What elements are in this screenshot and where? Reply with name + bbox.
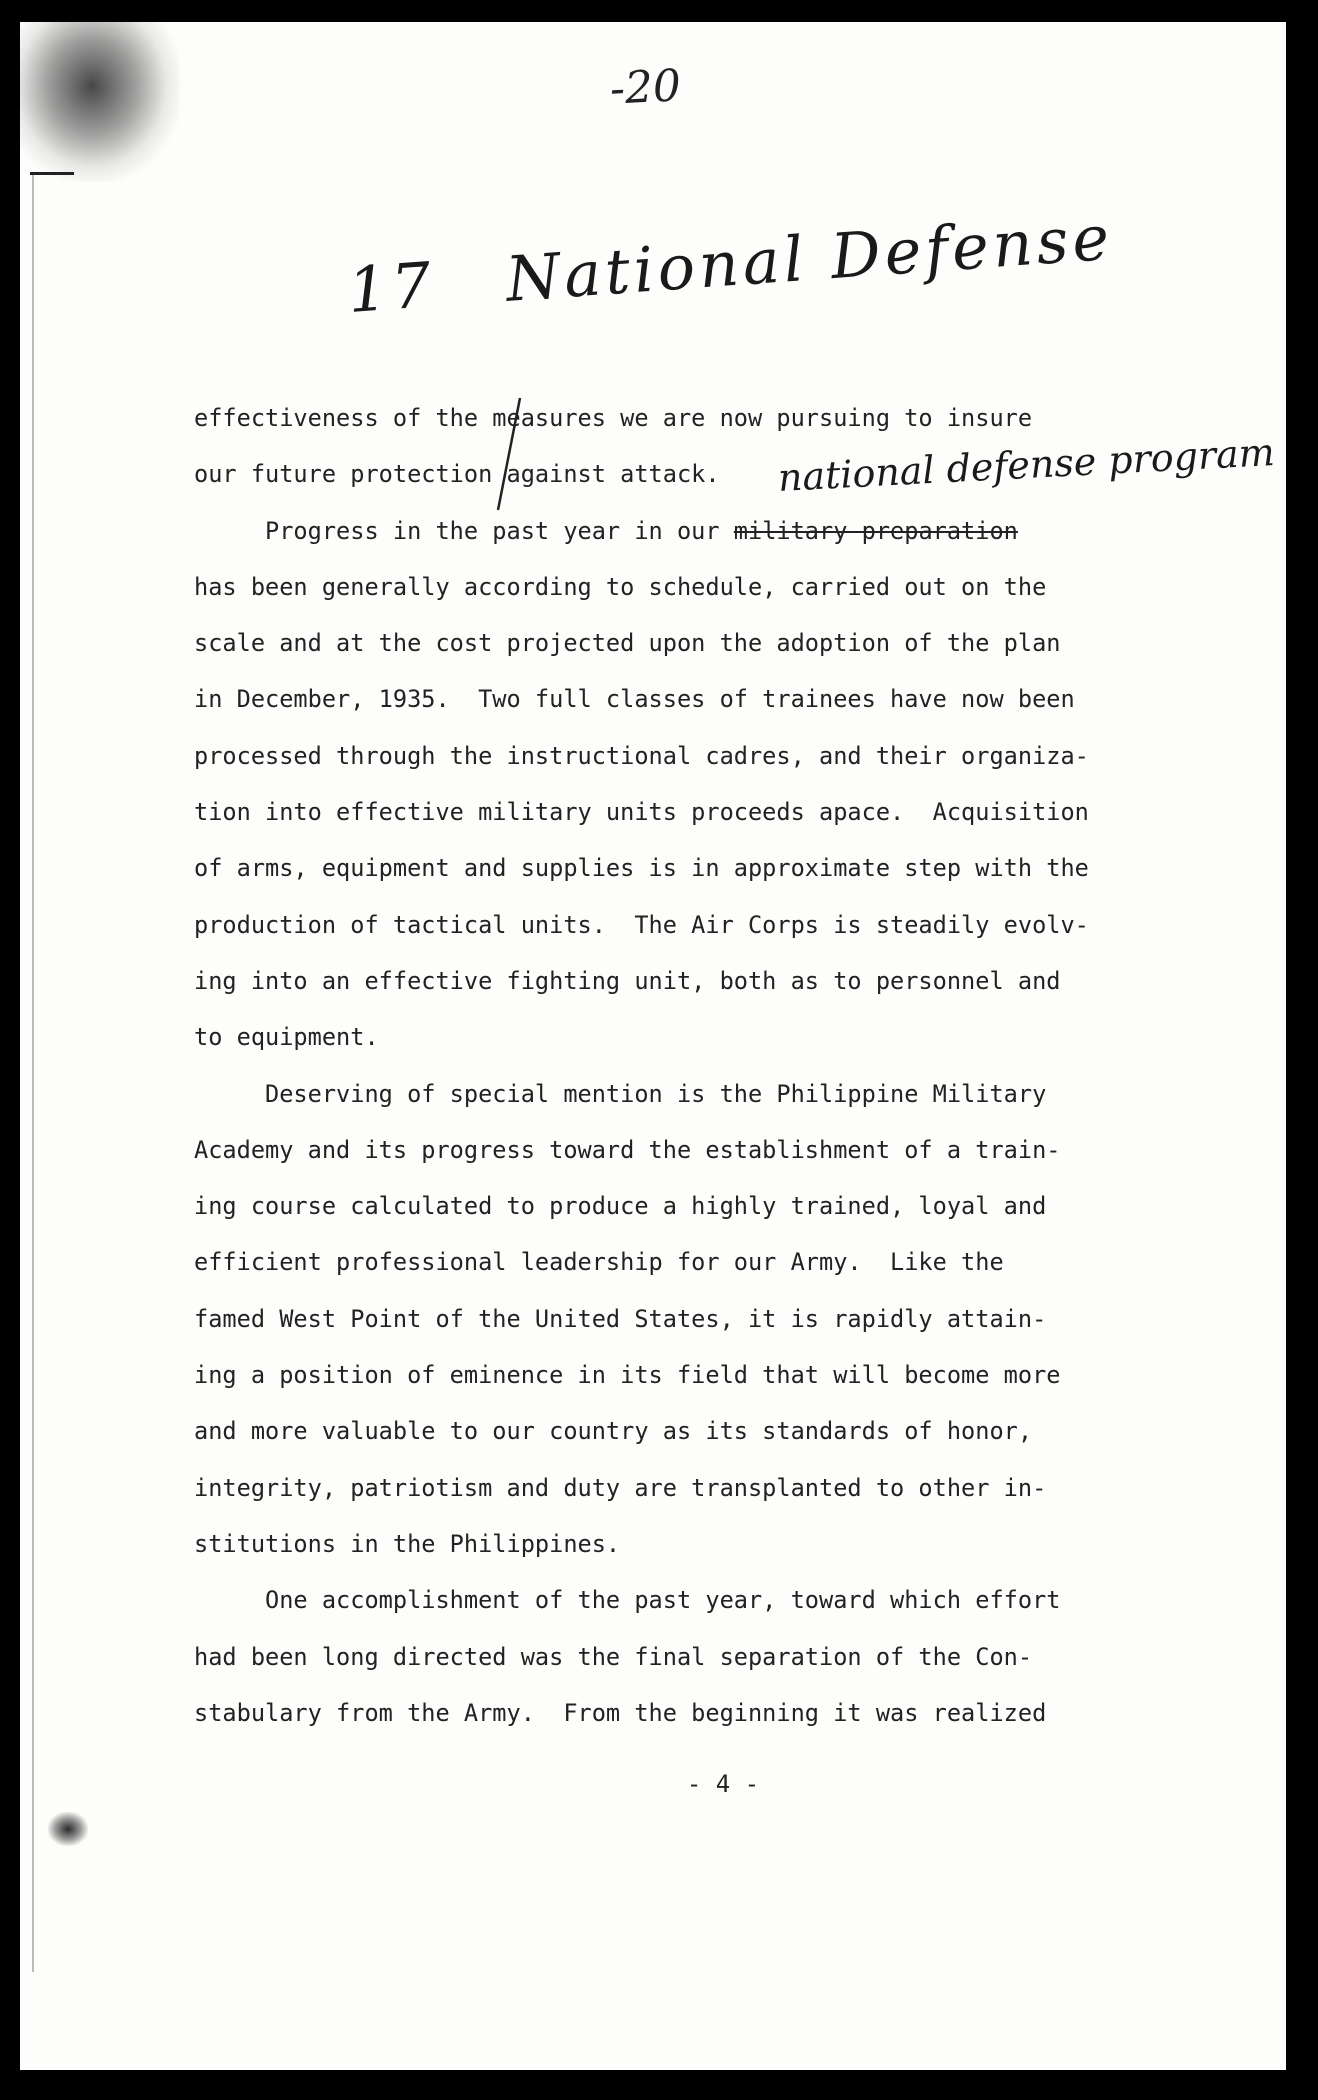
text-line: ing a position of eminence in its field that will become more — [194, 1361, 1061, 1390]
margin-rule — [32, 172, 34, 1972]
heading-number: 17 — [345, 248, 438, 327]
document-page — [20, 22, 1286, 2070]
heading-title: National Defense — [503, 200, 1116, 316]
struck-text: military preparation — [733, 516, 1018, 545]
text-line: famed West Point of the United States, it is rapidly attain- — [194, 1304, 1047, 1333]
text-line: scale and at the cost projected upon the adoption of the plan — [194, 629, 1061, 658]
page-number: - 4 - — [686, 1770, 760, 1798]
margin-tick — [30, 172, 74, 175]
text-line-start: Progress in the past year in our — [194, 516, 734, 545]
text-line: stabulary from the Army. From the beginning it was realized — [194, 1698, 1047, 1727]
text-line: production of tactical units. The Air Corps is steadily evolv- — [194, 910, 1089, 939]
ink-blot — [48, 1812, 88, 1846]
text-line: ing into an effective fighting unit, both as to personnel and — [194, 966, 1061, 995]
text-line: integrity, patriotism and duty are transplanted to other in- — [194, 1473, 1047, 1502]
handwritten-page-mark: -20 — [608, 60, 683, 115]
handwritten-insert: national defense program — [776, 430, 1276, 500]
text-line: of arms, equipment and supplies is in approximate step with the — [194, 854, 1089, 883]
typed-body — [194, 390, 1154, 1741]
text-line — [194, 503, 1154, 559]
ink-smudge — [20, 22, 180, 182]
text-line: and more valuable to our country as its standards of honor, — [194, 1417, 1033, 1446]
text-line: efficient professional leadership for our Army. Like the — [194, 1248, 1004, 1277]
text-line: effectiveness of the measures we are now pursuing to insure — [194, 404, 1033, 432]
text-line: Academy and its progress toward the establishment of a train- — [194, 1135, 1061, 1164]
text-line: ing course calculated to produce a highly trained, loyal and — [194, 1192, 1047, 1221]
text-line: our future protection against attack. — [194, 460, 720, 489]
text-line: Deserving of special mention is the Philippine Military — [194, 1079, 1047, 1108]
text-line: processed through the instructional cadres, and their organiza- — [194, 741, 1089, 770]
text-line: has been generally according to schedule, carried out on the — [194, 572, 1047, 601]
text-line: in December, 1935. Two full classes of trainees have now been — [194, 685, 1075, 714]
text-line: One accomplishment of the past year, toward which effort — [194, 1586, 1061, 1615]
text-line: had been long directed was the final separation of the Con- — [194, 1642, 1033, 1671]
handwritten-heading — [345, 201, 1115, 327]
text-line: tion into effective military units proceeds apace. Acquisition — [194, 798, 1089, 827]
text-line: to equipment. — [194, 1023, 379, 1052]
text-line: stitutions in the Philippines. — [194, 1529, 621, 1558]
